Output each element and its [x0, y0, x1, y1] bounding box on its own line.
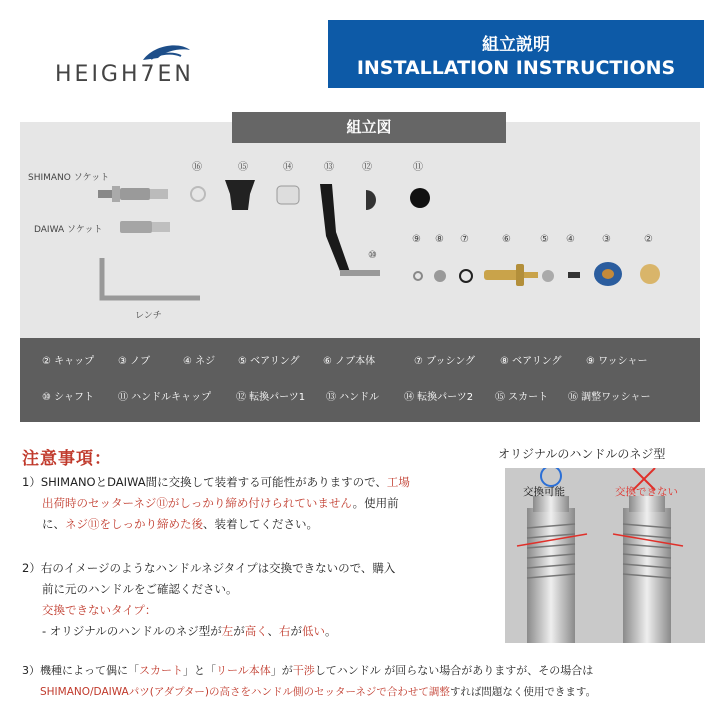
- legend-item: ② キャップ: [42, 356, 95, 367]
- note-text: すれば問題なく使用できます。: [449, 686, 597, 698]
- brand-logo: [55, 42, 230, 87]
- cap-icon: [640, 264, 660, 284]
- note-text: 。: [325, 624, 337, 638]
- part-number-12: ⑫: [362, 162, 372, 173]
- legend-item: ⑫ 転換パーツ1: [236, 392, 306, 403]
- parts-illustration: [20, 122, 700, 338]
- title-en: INSTALLATION INSTRUCTIONS: [356, 57, 676, 79]
- note-3: [22, 660, 712, 703]
- part-number-7: ⑦: [460, 234, 469, 245]
- note-text: してハンドル が回らない場合がありますが、その場合は: [314, 664, 594, 677]
- note-text: 」が: [270, 664, 293, 677]
- conversion-part2-icon: [277, 186, 299, 204]
- adjust-washer-icon: [191, 187, 205, 201]
- bearing-2-icon: [542, 270, 554, 282]
- legend-item: ⑥ ノブ本体: [323, 356, 376, 367]
- screw-image-caption: オリジナルのハンドルのネジ型: [498, 447, 666, 461]
- part-number-10: ⑩: [368, 250, 377, 261]
- diagram-title: 組立図: [232, 112, 506, 143]
- note-highlight: 左: [221, 624, 234, 638]
- shimano-socket-label: SHIMANO ソケット: [28, 173, 110, 183]
- knob-body-icon: [484, 264, 538, 286]
- note-text: 。使用前: [352, 496, 399, 510]
- legend-item: ⑦ ブッシング: [414, 356, 475, 367]
- legend-item: ⑭ 転換パーツ2: [404, 392, 474, 403]
- note-text: が: [233, 624, 245, 638]
- part-number-14: ⑭: [283, 162, 293, 173]
- note-highlight: スカート: [139, 664, 183, 677]
- legend-item: ⑨ ワッシャー: [586, 356, 648, 367]
- screw-comparison-image: [505, 468, 705, 643]
- brand-name: HEIGH7EN: [55, 62, 194, 87]
- part-number-2: ②: [644, 234, 653, 245]
- legend-item: ⑤ ベアリング: [238, 356, 300, 367]
- note-text: 1）SHIMANOとDAIWA間に交換して装着する可能性がありますので、: [22, 475, 387, 489]
- part-number-9: ⑨: [412, 234, 421, 245]
- part-number-13: ⑬: [324, 162, 334, 173]
- bushing-icon: [460, 270, 472, 282]
- part-number-5: ⑤: [540, 234, 549, 245]
- note-text: 2）右のイメージのようなハンドルネジタイプは交換できないので、購入: [22, 561, 396, 575]
- note-highlight: 交換できないタイプ：: [42, 603, 157, 617]
- part-number-8: ⑧: [435, 234, 444, 245]
- note-highlight: リール本体: [216, 664, 271, 677]
- parts-legend: [20, 338, 700, 422]
- note-highlight: SHIMANO/DAIWAパツ(アダプター)の高さをハンドル側のセッターネジで合わせて調整: [40, 686, 450, 698]
- note-highlight: 低い: [302, 624, 326, 638]
- note-highlight: 右: [279, 624, 291, 638]
- note-1: [22, 472, 492, 535]
- note-highlight: 工場: [386, 475, 410, 489]
- wrench-label: レンチ: [135, 311, 162, 321]
- washer-icon: [414, 272, 422, 280]
- part-number-3: ③: [602, 234, 611, 245]
- legend-item: ⑬ ハンドル: [326, 392, 380, 403]
- daiwa-socket-icon: [120, 221, 170, 233]
- part-number-11: ⑪: [413, 162, 423, 173]
- wrench-icon: [102, 258, 200, 298]
- part-number-4: ④: [566, 234, 575, 245]
- part-number-16: ⑯: [192, 162, 202, 173]
- note-text: に、: [42, 517, 65, 531]
- title-banner: [328, 20, 704, 88]
- ok-label: 交換可能: [523, 486, 565, 498]
- note-text: が: [290, 624, 303, 638]
- legend-item: ⑧ ベアリング: [500, 356, 562, 367]
- note-text: 、: [267, 624, 280, 638]
- legend-item: ⑪ ハンドルキャップ: [118, 392, 212, 403]
- screw-icon: [568, 272, 580, 278]
- note-text: 3）機種によって偶に「: [22, 664, 139, 677]
- notes-heading: 注意事項：: [22, 449, 112, 469]
- conversion-part1-icon: [366, 190, 376, 210]
- note-2: [22, 558, 492, 642]
- note-highlight: ネジ⑪をしっかり締めた後: [65, 517, 203, 531]
- note-highlight: 干渉: [292, 664, 315, 677]
- note-text: 」と「: [183, 664, 216, 677]
- title-ja: 組立説明: [482, 35, 550, 55]
- part-number-15: ⑮: [238, 162, 248, 173]
- skirt-icon: [225, 180, 255, 210]
- note-text: 前に元のハンドルをご確認ください。: [42, 582, 238, 596]
- part-number-6: ⑥: [502, 234, 511, 245]
- handle-cap-icon: [410, 188, 430, 208]
- legend-item: ⑮ スカート: [495, 392, 549, 403]
- ng-label: 交換できない: [615, 486, 678, 498]
- note-text: - オリジナルのハンドルのネジ型が: [42, 624, 222, 638]
- note-text: 、装着してください。: [203, 517, 318, 531]
- bearing-icon: [434, 270, 446, 282]
- legend-item: ⑯ 調整ワッシャー: [568, 392, 651, 403]
- legend-item: ④ ネジ: [183, 356, 216, 367]
- shimano-socket-icon: [98, 186, 168, 202]
- note-highlight: 出荷時のセッターネジ⑪がしっかり締め付けられていません: [42, 496, 353, 510]
- legend-item: ⑩ シャフト: [42, 392, 94, 403]
- daiwa-socket-label: DAIWA ソケット: [34, 225, 103, 235]
- legend-item: ③ ノブ: [118, 356, 151, 367]
- handle-icon: [320, 184, 350, 276]
- note-highlight: 高く: [244, 624, 268, 638]
